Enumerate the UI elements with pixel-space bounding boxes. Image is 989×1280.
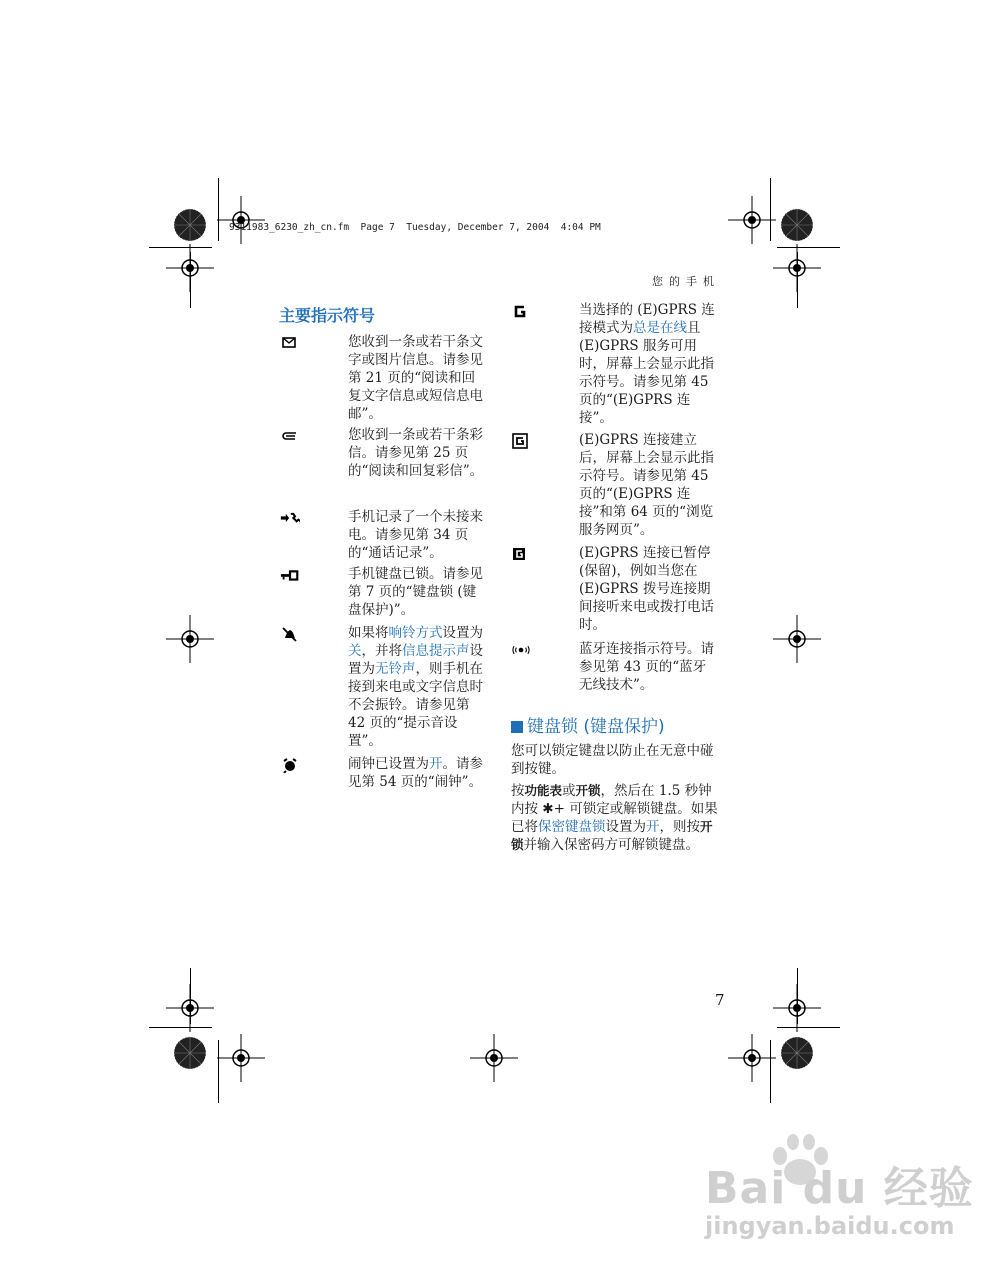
text-run: 设置为 <box>442 625 483 641</box>
text-run: ，并将 <box>361 643 402 659</box>
link-no-tone[interactable]: 无铃声 <box>375 661 416 677</box>
indicator-text: 蓝牙连接指示符号。请参见第 43 页的“蓝牙无线技术”。 <box>579 641 714 693</box>
alarm-clock-icon <box>280 757 300 773</box>
indicator-text: 手机键盘已锁。请参见第 7 页的“键盘锁 (键盘保护)”。 <box>348 566 483 618</box>
text-run: 并输入保密码方可解锁键盘。 <box>523 837 700 853</box>
softkey-unlock: 开锁 <box>575 783 601 798</box>
paperclip-icon <box>280 428 300 444</box>
text-run: ，然后在 1.5 秒钟内按 ✱+ 可锁定或解锁键盘。如果已将 <box>511 783 718 835</box>
softkey-menu: 功能表 <box>524 783 563 798</box>
indicator-text: 您收到一条或若干条彩信。请参见第 25 页的“阅读和回复彩信”。 <box>348 427 484 479</box>
text-run: 如果将 <box>348 625 389 641</box>
watermark-logo: Bai du 经验 <box>705 1163 974 1214</box>
section-title: 主要指示符号 <box>279 306 376 325</box>
bluetooth-icon <box>511 642 531 658</box>
text-run: ，则按 <box>659 819 700 835</box>
link-ringing-profile[interactable]: 响铃方式 <box>388 625 443 641</box>
indicator-text <box>348 624 486 750</box>
file-header: 9311983_6230_zh_cn.fm Page 7 Tuesday, December 7, 2004 4:04 PM <box>229 222 601 233</box>
watermark-url: jingyan.baidu.com <box>705 1212 955 1240</box>
page-number: 7 <box>715 991 725 1009</box>
keylock-title: 键盘锁 (键盘保护) <box>527 717 665 737</box>
indicator-text: 您收到一条或若干条文字或图片信息。请参见第 21 页的“阅读和回复文字信息或短信息电邮”。 <box>348 334 483 422</box>
heading-bullet <box>511 721 523 733</box>
keylock-heading <box>511 712 665 737</box>
text-run: 闹钟已设置为 <box>348 756 429 772</box>
key-icon <box>280 567 300 583</box>
link-on[interactable]: 开 <box>429 756 443 772</box>
indicator-text: 手机记录了一个未接来电。请参见第 34 页的“通话记录”。 <box>348 509 483 561</box>
keylock-paragraph-1: 您可以锁定键盘以防止在无意中碰到按键。 <box>511 743 714 777</box>
gprs-connected-icon <box>511 433 531 449</box>
link-message-tone[interactable]: 信息提示声 <box>402 643 470 659</box>
text-run: 且 (E)GPRS 服务可用时，屏幕上会显示此指示符号。请参见第 45 页的“(E)GPRS 连接”。 <box>579 320 714 426</box>
silent-bell-icon <box>280 626 300 642</box>
running-title: 您的手机 <box>652 275 720 288</box>
text-run: ，则手机在接到来电或文字信息时不会振铃。请参见第 42 页的“提示音设置”。 <box>348 661 483 749</box>
indicator-text <box>579 301 717 427</box>
link-security-keyguard[interactable]: 保密键盘锁 <box>538 819 606 835</box>
missed-call-icon <box>280 510 300 526</box>
text-run: 当选择的 (E)GPRS 连接模式为 <box>579 302 715 336</box>
link-on[interactable]: 开 <box>646 819 660 835</box>
gprs-suspended-icon <box>511 546 531 562</box>
softkey-unlock: 开锁 <box>511 819 713 852</box>
link-always-online[interactable]: 总是在线 <box>633 320 687 336</box>
indicator-text <box>348 755 486 791</box>
keylock-paragraph-2 <box>511 782 719 854</box>
text-run: 或 <box>562 783 576 799</box>
text-run: 。请参见第 54 页的“闹钟”。 <box>348 756 483 790</box>
indicator-text: (E)GPRS 连接已暂停 (保留)，例如当您在 (E)GPRS 拨号连接期间接听来电或拨打电话时。 <box>579 545 714 633</box>
link-off[interactable]: 关 <box>348 643 362 659</box>
text-run: 设置为 <box>605 819 646 835</box>
text-run: 设置为 <box>348 643 483 677</box>
text-run: 按 <box>511 783 525 799</box>
indicator-text: (E)GPRS 连接建立后，屏幕上会显示此指示符号。请参见第 45 页的“(E)GPRS 连接”和第 64 页的“浏览服务网页”。 <box>579 432 714 538</box>
envelope-icon <box>280 335 300 351</box>
gprs-icon <box>511 303 531 319</box>
